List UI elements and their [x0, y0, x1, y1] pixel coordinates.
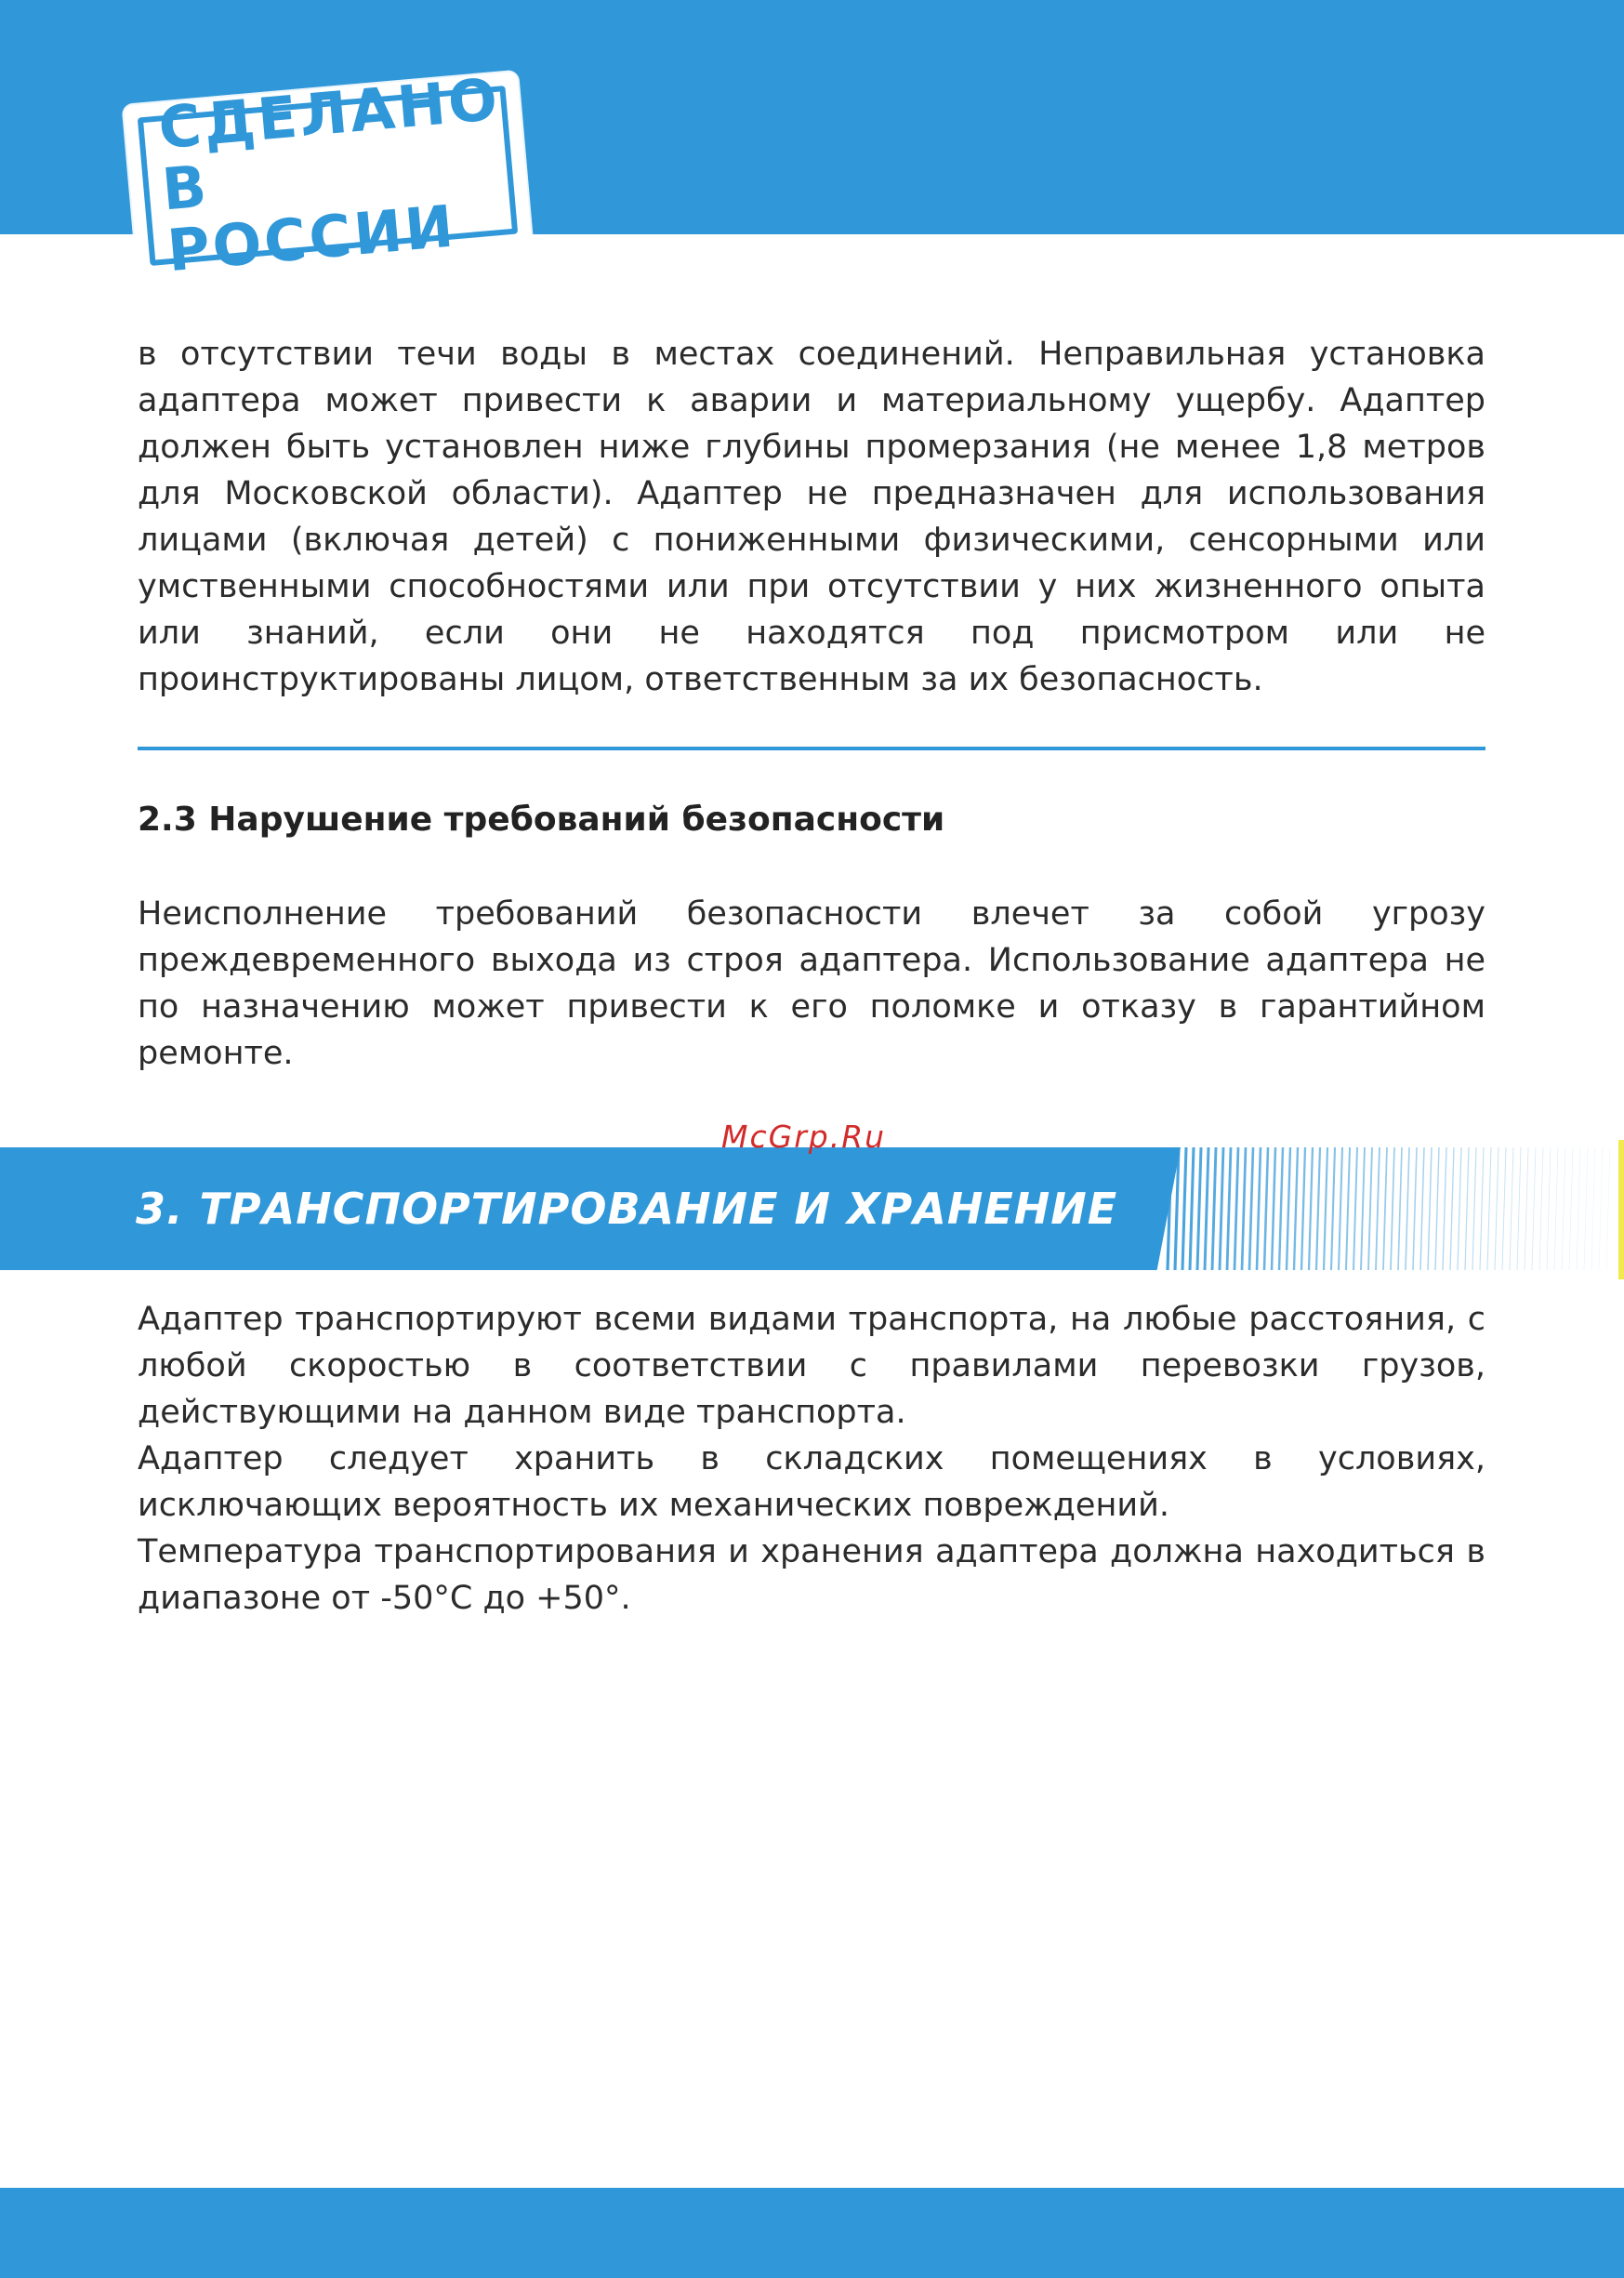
- transport-paragraph-2: Адаптер следует хранить в складских помещениях в условиях, исключающих вероятность их механических повреждений.: [138, 1440, 1485, 1524]
- stripe-line: [1554, 1147, 1558, 1270]
- stripe-line: [1168, 1147, 1171, 1270]
- stripe-line: [1257, 1147, 1261, 1270]
- transport-paragraph-1: Адаптер транспортируют всеми видами транспорта, на любые расстояния, с любой скоростью в соответствии с правилами перевозки грузов, действующими на данном виде транспорта.: [138, 1301, 1485, 1431]
- stripe-line: [1450, 1147, 1454, 1270]
- stripe-line: [1569, 1147, 1573, 1270]
- stripe-line: [1249, 1147, 1253, 1270]
- stripe-line: [1190, 1147, 1194, 1270]
- section-3-title: 3. ТРАНСПОРТИРОВАНИЕ И ХРАНЕНИЕ: [136, 1184, 1118, 1234]
- stripe-line: [1353, 1147, 1357, 1270]
- stripe-line: [1235, 1147, 1238, 1270]
- stripe-line: [1391, 1147, 1394, 1270]
- stripe-line: [1205, 1147, 1208, 1270]
- stripe-line: [1197, 1147, 1201, 1270]
- stripe-line: [1309, 1147, 1313, 1270]
- stripe-line: [1577, 1147, 1580, 1270]
- stripe-line: [1406, 1147, 1409, 1270]
- stripe-line: [1428, 1147, 1432, 1270]
- stripe-line: [1517, 1147, 1521, 1270]
- stripe-line: [1532, 1147, 1536, 1270]
- stripe-line: [1287, 1147, 1290, 1270]
- stripe-line: [1435, 1147, 1439, 1270]
- stripe-line: [1413, 1147, 1417, 1270]
- stripe-line: [1420, 1147, 1424, 1270]
- stripe-line: [1227, 1147, 1231, 1270]
- stripe-line: [1443, 1147, 1446, 1270]
- stripe-line: [1472, 1147, 1476, 1270]
- stripe-line: [1376, 1147, 1380, 1270]
- stripe-line: [1294, 1147, 1298, 1270]
- stripe-line: [1331, 1147, 1335, 1270]
- stripe-line: [1599, 1147, 1603, 1270]
- stripe-line: [1584, 1147, 1588, 1270]
- stripe-line: [1182, 1147, 1186, 1270]
- stripe-line: [1495, 1147, 1499, 1270]
- stripe-line: [1487, 1147, 1491, 1270]
- stripe-line: [1502, 1147, 1506, 1270]
- stripe-line: [1458, 1147, 1461, 1270]
- stripe-line: [1465, 1147, 1469, 1270]
- stripe-line: [1562, 1147, 1565, 1270]
- safety-intro-paragraph: в отсутствии течи воды в местах соединений. Неправильная установка адаптера может привести к аварии и материальному ущербу. Адаптер должен быть установлен ниже глубины промерзания (не менее 1,8 метров для Московской области). Адаптер не предназначен для использования лицами (включая детей) с пониженными физическими, сенсорными или умственными способностями или при отсутствии у них жизненного опыта или знаний, если они не находятся под присмотром или не проинструктированы лицом, ответственным за их безопасность.: [138, 336, 1485, 698]
- stripe-line: [1220, 1147, 1223, 1270]
- stripe-pattern: [1164, 1147, 1624, 1270]
- stripe-line: [1279, 1147, 1283, 1270]
- stamp-line-2: В РОССИИ: [159, 152, 459, 285]
- stripe-line: [1301, 1147, 1305, 1270]
- stripe-line: [1212, 1147, 1216, 1270]
- subsection-title: 2.3 Нарушение требований безопасности: [138, 801, 945, 839]
- stripe-line: [1346, 1147, 1350, 1270]
- stripe-line: [1383, 1147, 1387, 1270]
- stamp-frame: [138, 64, 518, 285]
- stripe-line: [1480, 1147, 1484, 1270]
- stripe-line: [1606, 1147, 1610, 1270]
- stripe-line: [1510, 1147, 1513, 1270]
- stripe-line: [1175, 1147, 1179, 1270]
- subsection-paragraph: Неисполнение требований безопасности влечет за собой угрозу преждевременного выхода из строя адаптера. Использование адаптера не по назначению может привести к его поломке и отказу в гарантийном ремонте.: [138, 895, 1485, 1072]
- stripe-line: [1324, 1147, 1327, 1270]
- stripe-line: [1547, 1147, 1551, 1270]
- stripe-line: [1398, 1147, 1402, 1270]
- stripe-line: [1525, 1147, 1528, 1270]
- stripe-line: [1339, 1147, 1342, 1270]
- stripe-line: [1361, 1147, 1365, 1270]
- edge-marker: [1618, 1140, 1624, 1279]
- made-in-russia-stamp: [124, 64, 533, 285]
- transport-section-body: [138, 1296, 1485, 1622]
- stripe-line: [1264, 1147, 1268, 1270]
- section-divider: [138, 747, 1485, 750]
- footer-band: [0, 2188, 1624, 2278]
- stripe-line: [1368, 1147, 1372, 1270]
- stripe-line: [1316, 1147, 1320, 1270]
- watermark: McGrp.Ru: [721, 1119, 887, 1155]
- stripe-line: [1242, 1147, 1246, 1270]
- stamp-line-1: СДЕЛАНО: [155, 64, 503, 163]
- stripe-line: [1539, 1147, 1543, 1270]
- stripe-line: [1272, 1147, 1275, 1270]
- transport-paragraph-3: Температура транспортирования и хранения адаптера должна находиться в диапазоне от -50°С до +50°.: [138, 1533, 1485, 1617]
- stripe-line: [1591, 1147, 1595, 1270]
